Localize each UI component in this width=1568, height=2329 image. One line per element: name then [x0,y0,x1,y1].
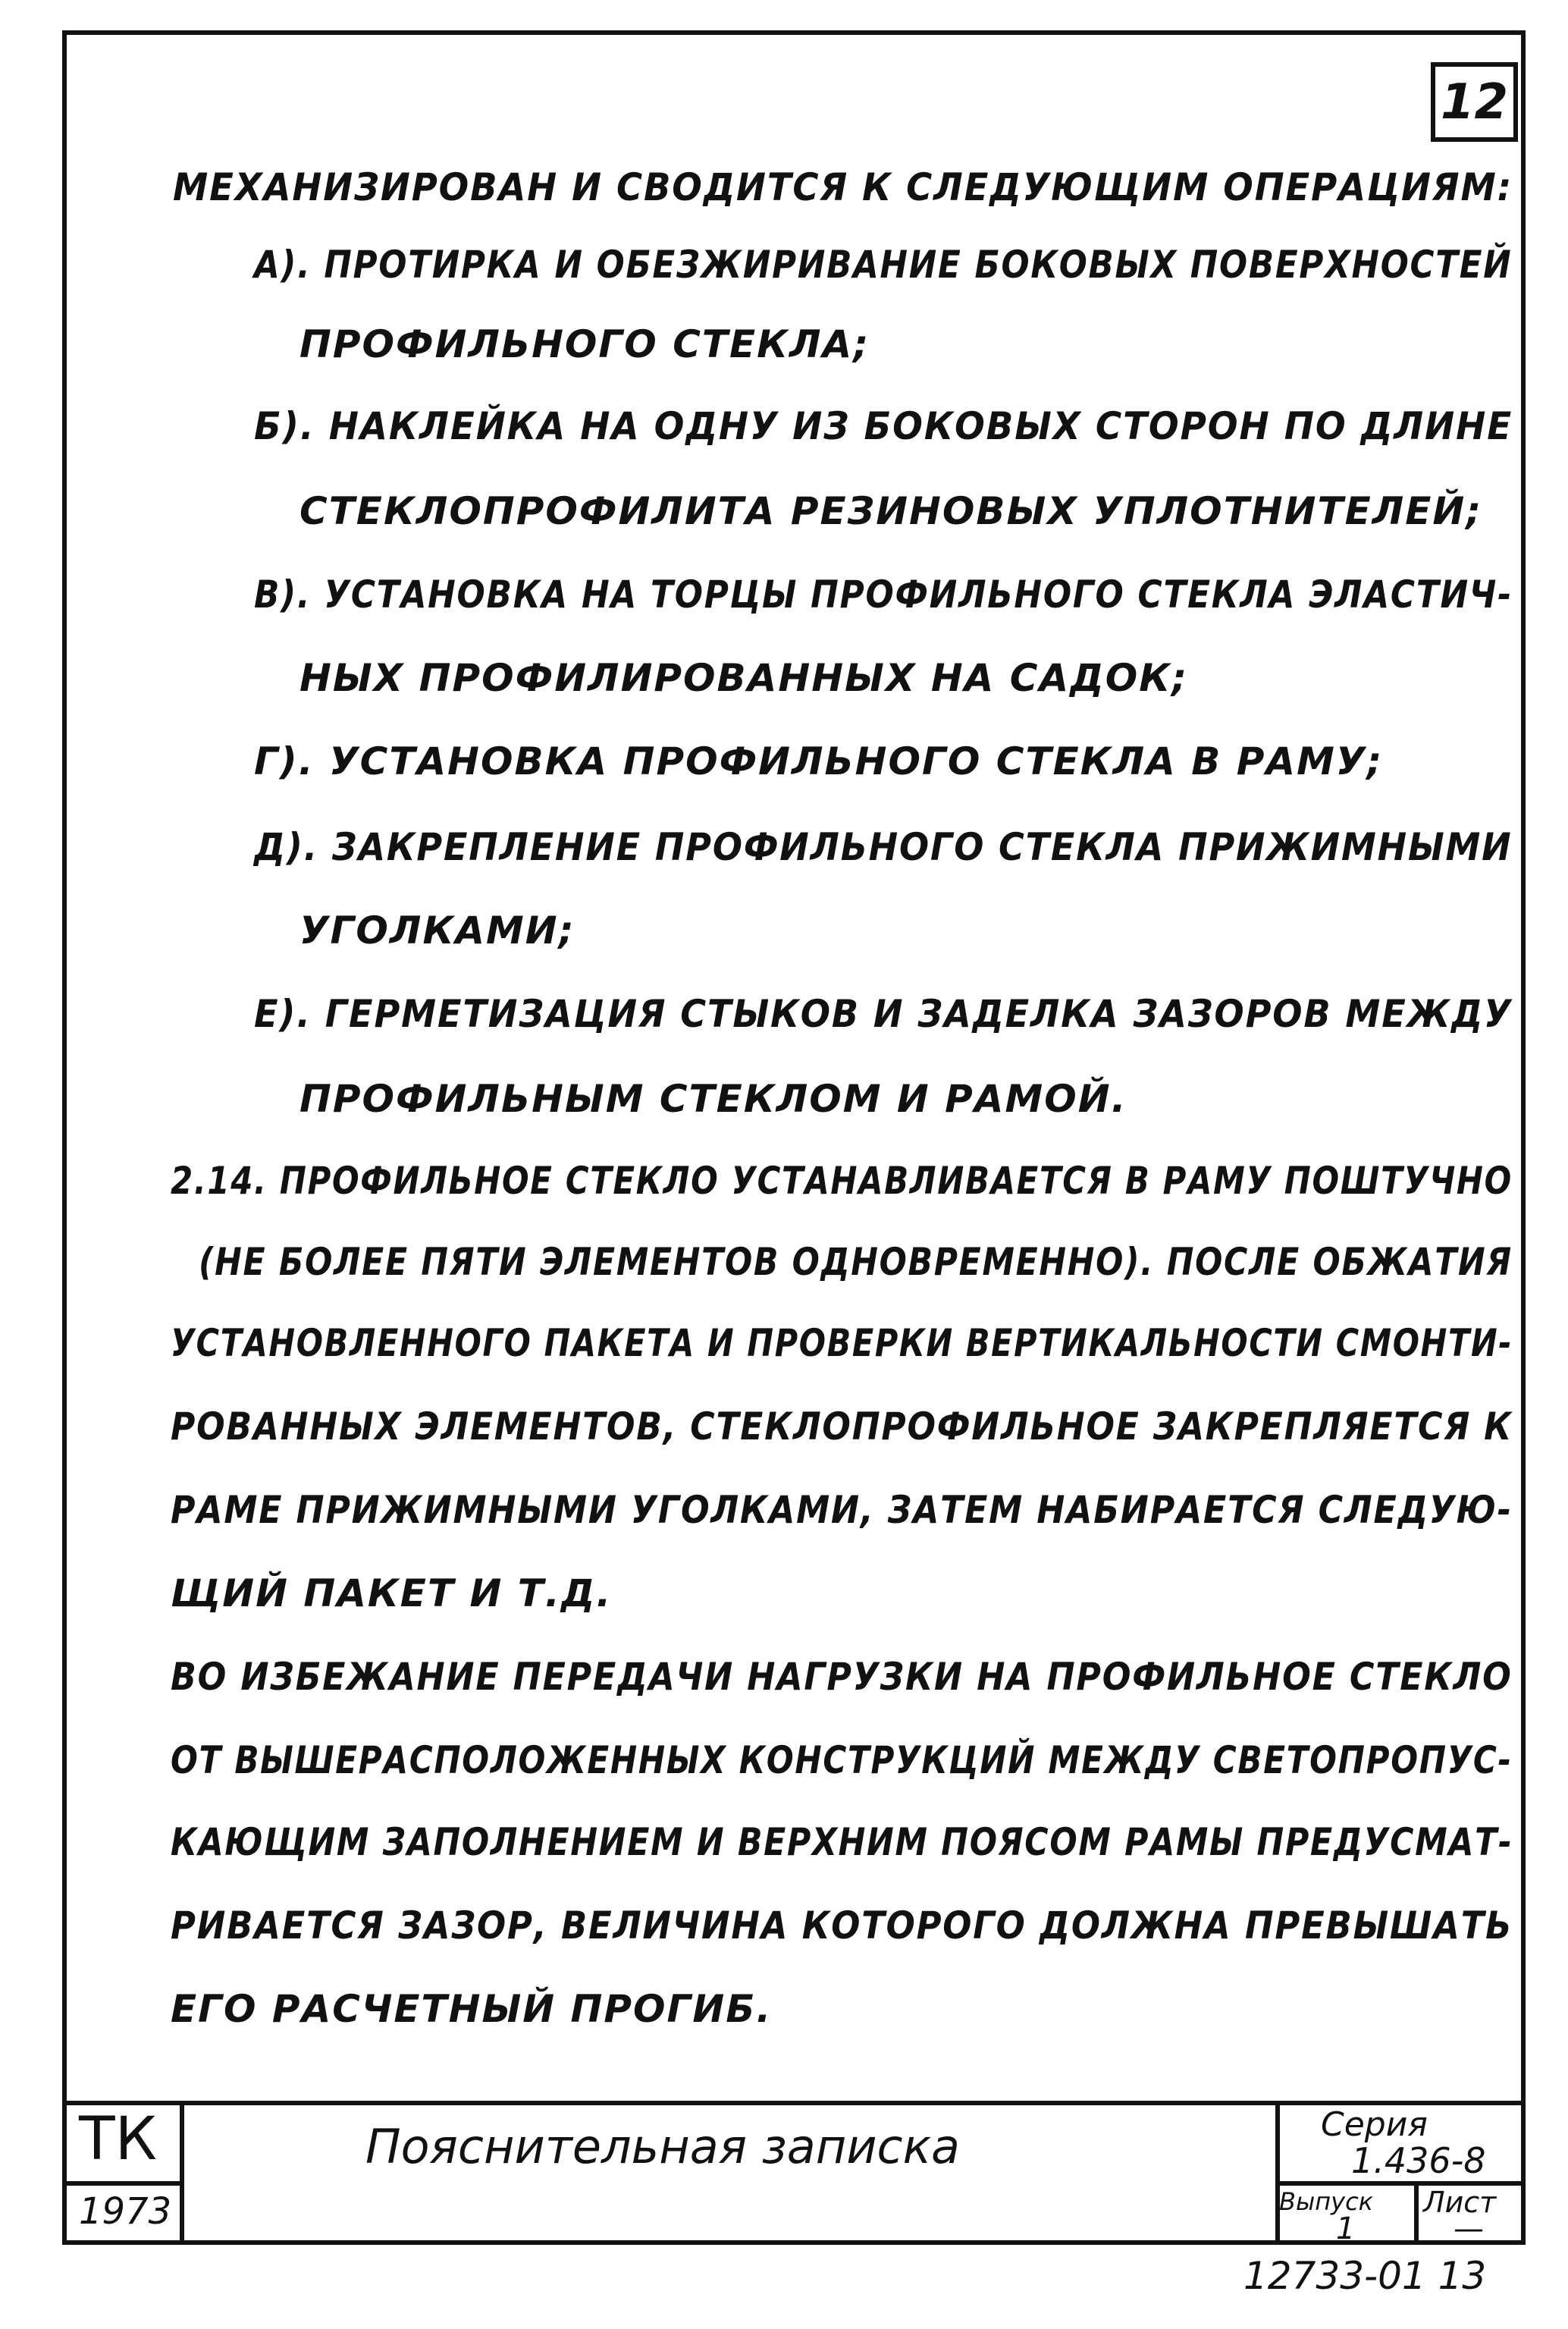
body-line: СТЕКЛОПРОФИЛИТА РЕЗИНОВЫХ УПЛОТНИТЕЛЕЙ; [299,489,1483,533]
body-line: 2.14. ПРОФИЛЬНОЕ СТЕКЛО УСТАНАВЛИВАЕТСЯ В РАМУ ПОШТУЧНО [171,1159,1513,1203]
body-line: ОТ ВЫШЕРАСПОЛОЖЕННЫХ КОНСТРУКЦИЙ МЕЖДУ СВЕТОПРОПУС- [171,1738,1513,1782]
body-line: МЕХАНИЗИРОВАН И СВОДИТСЯ К СЛЕДУЮЩИМ ОПЕРАЦИЯМ: [173,165,1513,209]
body-line: КАЮЩИМ ЗАПОЛНЕНИЕМ И ВЕРХНИМ ПОЯСОМ РАМЫ ПРЕДУСМАТ- [171,1820,1513,1864]
issue-label: Выпуск [1279,2187,1373,2216]
body-line: НЫХ ПРОФИЛИРОВАННЫХ НА САДОК; [299,656,1189,700]
document-title: Пояснительная записка [365,2119,961,2174]
issue-value: 1 [1336,2211,1356,2246]
body-line: ЩИЙ ПАКЕТ И Т.Д. [171,1571,613,1615]
body-line: Б). НАКЛЕЙКА НА ОДНУ ИЗ БОКОВЫХ СТОРОН ПО ДЛИНЕ [254,404,1513,448]
sheet-label: Лист [1423,2186,1497,2219]
document-code: 12733-01 13 [1243,2254,1487,2298]
body-line: В). УСТАНОВКА НА ТОРЦЫ ПРОФИЛЬНОГО СТЕКЛА ЭЛАСТИЧ- [254,573,1513,617]
body-line: ВО ИЗБЕЖАНИЕ ПЕРЕДАЧИ НАГРУЗКИ НА ПРОФИЛЬНОЕ СТЕКЛО [171,1655,1513,1699]
body-line: Е). ГЕРМЕТИЗАЦИЯ СТЫКОВ И ЗАДЕЛКА ЗАЗОРОВ МЕЖДУ [254,992,1513,1036]
body-line: УГОЛКАМИ; [299,909,575,953]
body-line: ЕГО РАСЧЕТНЫЙ ПРОГИБ. [171,1987,773,2031]
body-line: УСТАНОВЛЕННОГО ПАКЕТА И ПРОВЕРКИ ВЕРТИКАЛЬНОСТИ СМОНТИ- [171,1321,1513,1365]
body-line: Г). УСТАНОВКА ПРОФИЛЬНОГО СТЕКЛА В РАМУ; [254,739,1384,783]
series-value: 1.436-8 [1351,2140,1486,2181]
title-block [62,2101,1526,2245]
page-number: 12 [1431,62,1518,142]
body-line: РИВАЕТСЯ ЗАЗОР, ВЕЛИЧИНА КОТОРОГО ДОЛЖНА ПРЕВЫШАТЬ [171,1904,1513,1948]
body-line: (НЕ БОЛЕЕ ПЯТИ ЭЛЕМЕНТОВ ОДНОВРЕМЕННО). ПОСЛЕ ОБЖАТИЯ [199,1240,1513,1284]
org-code: ТК [79,2105,158,2174]
body-line: Д). ЗАКРЕПЛЕНИЕ ПРОФИЛЬНОГО СТЕКЛА ПРИЖИМНЫМИ [254,825,1513,869]
sheet-value: — [1454,2211,1484,2246]
body-line: ПРОФИЛЬНЫМ СТЕКЛОМ И РАМОЙ. [299,1077,1127,1121]
body-line: РАМЕ ПРИЖИМНЫМИ УГОЛКАМИ, ЗАТЕМ НАБИРАЕТСЯ СЛЕДУЮ- [171,1488,1513,1532]
series-label: Серия [1321,2105,1428,2144]
body-line: ПРОФИЛЬНОГО СТЕКЛА; [299,322,870,366]
body-line: РОВАННЫХ ЭЛЕМЕНТОВ, СТЕКЛОПРОФИЛЬНОЕ ЗАКРЕПЛЯЕТСЯ К [171,1405,1513,1449]
year: 1973 [79,2190,172,2233]
body-line: А). ПРОТИРКА И ОБЕЗЖИРИВАНИЕ БОКОВЫХ ПОВЕРХНОСТЕЙ [254,243,1513,287]
